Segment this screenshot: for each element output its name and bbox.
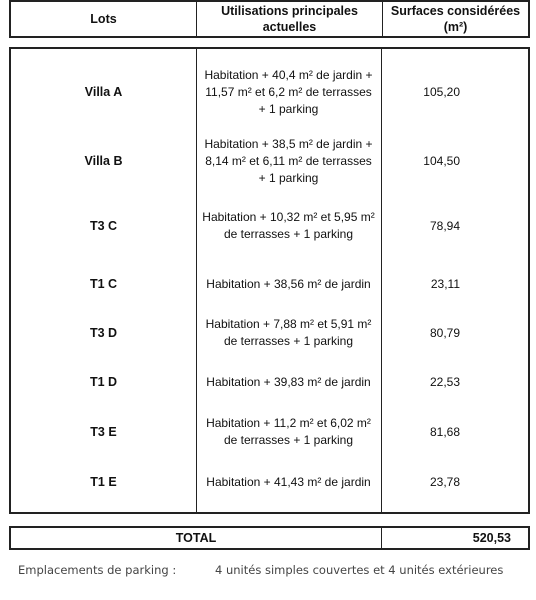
table-row [11,131,528,191]
row-surface: 22,53 [429,375,460,389]
row-lot: T1 D [89,375,118,389]
header-surfaces: Surfaces considérées (m²) [390,4,521,34]
table-row [11,311,528,355]
row-surface: 80,79 [429,326,460,340]
table-row [11,360,528,404]
table-body [9,47,530,514]
row-surface: 81,68 [429,425,460,439]
row-surface: 23,11 [430,277,460,291]
row-lot: T3 D [89,326,118,340]
total-value: 520,53 [472,531,511,545]
table-row [11,61,528,123]
table-row [11,410,528,454]
row-usage: Habitation + 7,88 m² et 5,91 m² de terrasses + 1 parking [205,317,372,348]
row-surface: 105,20 [423,85,460,99]
table-row [11,262,528,306]
row-lot: Villa B [84,154,123,168]
row-usage: Habitation + 41,43 m² de jardin [206,474,371,489]
parking-note-label: Emplacements de parking : [18,563,177,577]
table-row [11,204,528,248]
row-surface: 78,94 [429,219,460,233]
header-usages: Utilisations principales actuelles [197,2,383,36]
row-usage: Habitation + 38,56 m² de jardin [206,276,371,291]
row-usage: Habitation + 11,2 m² et 6,02 m² de terrasses + 1 parking [206,416,371,447]
parking-note-value: 4 unités simples couvertes et 4 unités extérieures [215,563,504,577]
row-usage: Habitation + 39,83 m² de jardin [206,374,371,389]
row-surface: 23,78 [429,475,460,489]
row-lot: T1 E [90,475,117,489]
row-lot: T1 C [89,277,118,291]
table-header [9,0,530,38]
row-usage: Habitation + 38,5 m² de jardin + 8,14 m² et 6,11 m² de terrasses + 1 parking [204,136,373,185]
row-lot: T3 C [89,219,118,233]
row-usage: Habitation + 40,4 m² de jardin + 11,57 m² et 6,2 m² de terrasses + 1 parking [204,67,373,116]
header-lots: Lots [11,2,197,36]
row-lot: Villa A [84,85,123,99]
row-usage: Habitation + 10,32 m² et 5,95 m² de terrasses + 1 parking [202,210,375,241]
row-lot: T3 E [90,425,117,439]
row-surface: 104,50 [423,154,460,168]
total-label: TOTAL [11,528,382,548]
total-row [9,526,530,550]
table-row [11,460,528,504]
